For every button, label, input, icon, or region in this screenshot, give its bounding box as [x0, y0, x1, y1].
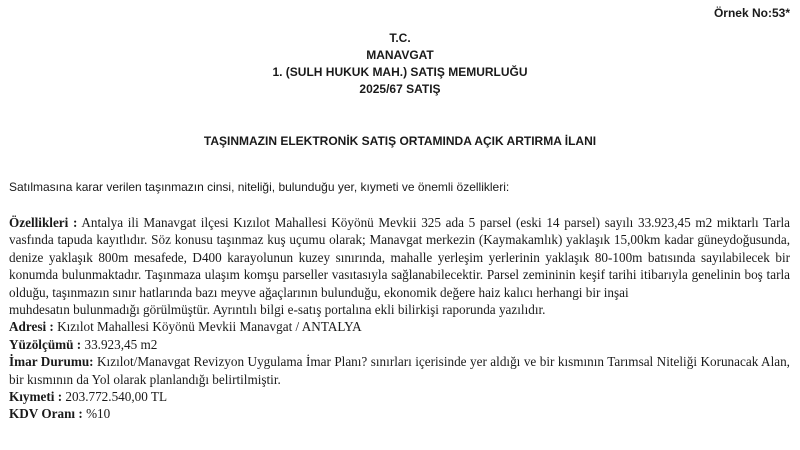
intro-text: Satılmasına karar verilen taşınmazın cinsi, niteliği, bulunduğu yer, kıymeti ve önemli özellikleri:	[9, 180, 510, 194]
area-row	[9, 336, 790, 353]
notice-title: TAŞINMAZIN ELEKTRONİK SATIŞ ORTAMINDA AÇIK ARTIRMA İLANI	[203, 134, 597, 148]
address-row	[9, 318, 790, 335]
vat-value: %10	[82, 406, 111, 422]
value-label: Kıymeti :	[9, 389, 63, 405]
vat-label: KDV Oranı :	[9, 406, 83, 422]
features-paragraph	[9, 214, 790, 301]
property-details	[9, 214, 790, 423]
address-value: Kızılot Mahallesi Köyönü Mevkii Manavgat / ANTALYA	[53, 319, 362, 335]
heading-file-no: 2025/67 SATIŞ	[359, 82, 441, 96]
address-label: Adresi :	[9, 319, 54, 335]
heading-country: T.C.	[389, 31, 411, 45]
area-value: 33.923,45 m2	[81, 336, 158, 352]
area-label: Yüzölçümü :	[9, 336, 82, 352]
vat-row	[9, 405, 790, 422]
features-text: Antalya ili Manavgat ilçesi Kızılot Mahallesi Köyönü Mevkii 325 ada 5 parsel (eski 14 parsel) sayılı 33.923,45 m2 miktarlı Tarla vasfında tapuda kayıtlıdır. Söz konusu taşınmaz kuş uçumu olarak; Manavgat merkezin (Kaymakamlık) yaklaşık 15,00km kadar güneydoğusunda, denize yaklaşık 800m mesafede, D400 karayolunun kuzey sınırında, mahalle yerleşim yerlerinin yaklaşık 80-100m batısında sayılabilecek bir konumda bulunmaktadır. Taşınmaza ulaşım komşu parseller vasıtasıyla sağlanabilecektir. Parsel zemininin keşif tarihi itibarıyla genelinin boş tarla olduğu, taşınmazın sınır hatlarında bazı meyve ağaçlarının bulunduğu, ekonomik değere haiz kalıcı herhangi bir inşai	[9, 215, 790, 300]
value-row	[9, 388, 790, 405]
heading-office: 1. (SULH HUKUK MAH.) SATIŞ MEMURLUĞU	[272, 65, 528, 79]
zoning-row	[9, 353, 790, 388]
sample-number: Örnek No:53*	[713, 6, 790, 20]
office-heading	[0, 30, 800, 98]
zoning-label: İmar Durumu:	[9, 354, 94, 370]
zoning-value: Kızılot/Manavgat Revizyon Uygulama İmar Planı? sınırları içerisinde yer aldığı ve bir kısmının Tarımsal Niteliği Korunacak Alan, bir kısmının da Yol olarak planlandığı belirtilmiştir.	[9, 354, 790, 387]
value-amount: 203.772.540,00 TL	[62, 389, 167, 405]
features-continuation: muhdesatın bulunmadığı görülmüştür. Ayrıntılı bilgi e-satış portalına ekli bilirkişi raporunda yazılıdır.	[9, 302, 546, 318]
heading-district: MANAVGAT	[366, 48, 434, 62]
features-label: Özellikleri :	[9, 215, 78, 230]
